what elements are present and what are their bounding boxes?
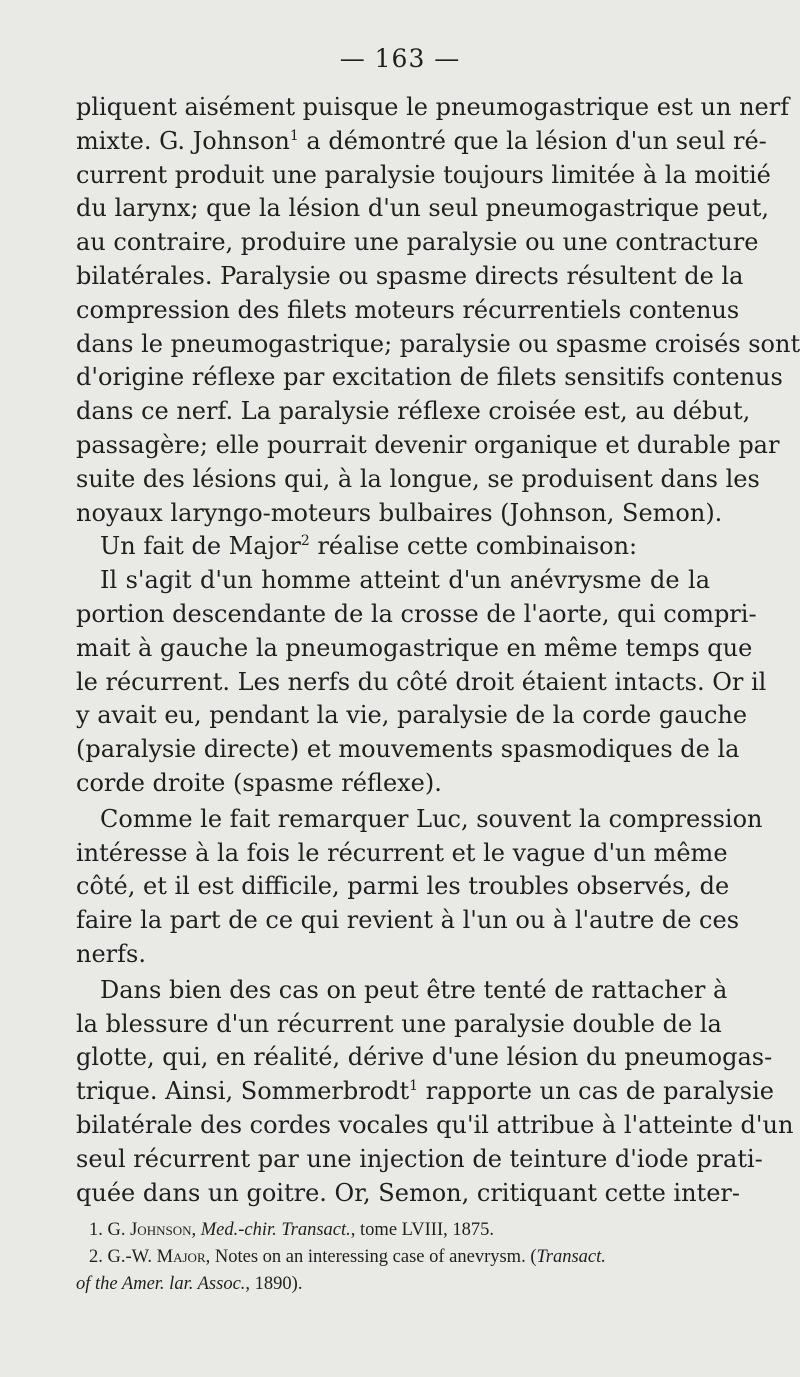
footnote-2: 2. G.-W. Major, Notes on an interessing case of anevrysm. (Transact. — [89, 1247, 606, 1267]
text-line: au contraire, produire une paralysie ou une contracture — [76, 228, 759, 257]
footnote-1: 1. G. Johnson, Med.-chir. Transact., tome LVIII, 1875. — [89, 1220, 494, 1240]
text-line: Dans bien des cas on peut être tenté de rattacher à — [100, 975, 728, 1004]
text-line: glotte, qui, en réalité, dérive d'une lésion du pneumogas- — [76, 1043, 773, 1072]
footnote-ref: 1 — [409, 1078, 419, 1095]
text-line: faire la part de ce qui revient à l'un ou à l'autre de ces — [76, 906, 740, 935]
text-line: Comme le fait remarquer Luc, souvent la compression — [100, 804, 763, 833]
text-line: pliquent aisément puisque le pneumogastrique est un nerf — [76, 93, 790, 121]
text-line: mixte. G. Johnson$^1$ a démontré que la lésion d'un seul ré- — [76, 126, 767, 155]
text-line: mait à gauche la pneumogastrique en même temps que — [76, 633, 753, 662]
text-line: portion descendante de la crosse de l'aorte, qui compri- — [76, 599, 757, 628]
text-line: nerfs. — [76, 939, 146, 968]
text-line: dans ce nerf. La paralysie réflexe croisée est, au début, — [76, 397, 751, 426]
text-line: seul récurrent par une injection de teinture d'iode prati- — [76, 1144, 763, 1173]
text-line: du larynx; que la lésion d'un seul pneumogastrique peut, — [76, 194, 770, 223]
footnotes — [76, 1217, 710, 1298]
text-line: d'origine réflexe par excitation de filets sensitifs contenus — [76, 363, 783, 392]
footnote-2-continued: of the Amer. lar. Assoc., 1890). — [76, 1274, 303, 1294]
text-line: bilatérale des cordes vocales qu'il attribue à l'atteinte d'un — [76, 1110, 794, 1139]
text-line: y avait eu, pendant la vie, paralysie de la corde gauche — [76, 701, 748, 730]
text-line: bilatérales. Paralysie ou spasme directs résultent de la — [76, 261, 744, 290]
text-line: suite des lésions qui, à la longue, se produisent dans les — [76, 464, 760, 493]
text-line: current produit une paralysie toujours limitée à la moitié — [76, 160, 771, 189]
text-line: trique. Ainsi, Sommerbrodt$^1$ rapporte un cas de paralysie — [76, 1077, 774, 1106]
footnote-ref: 1 — [289, 127, 299, 144]
text-line: noyaux laryngo-moteurs bulbaires (Johnson, Semon). — [76, 498, 723, 527]
footnote-ref: 2 — [300, 533, 310, 550]
text-line: la blessure d'un récurrent une paralysie double de la — [76, 1009, 722, 1038]
page-number: — 163 — — [339, 44, 461, 73]
text-line: Un fait de Major$^2$ réalise cette combinaison: — [100, 532, 638, 561]
text-line: corde droite (spasme réflexe). — [76, 768, 442, 797]
text-line: Il s'agit d'un homme atteint d'un anévrysme de la — [100, 566, 710, 595]
text-line: côté, et il est difficile, parmi les troubles observés, de — [76, 872, 730, 901]
text-line: dans le pneumogastrique; paralysie ou spasme croisés sont — [76, 329, 800, 358]
text-line: (paralysie directe) et mouvements spasmodiques de la — [76, 735, 740, 764]
body-text — [76, 91, 800, 1210]
text-line: le récurrent. Les nerfs du côté droit étaient intacts. Or il — [76, 667, 767, 696]
text-line: quée dans un goitre. Or, Semon, critiquant cette inter- — [76, 1178, 740, 1207]
text-line: passagère; elle pourrait devenir organique et durable par — [76, 430, 780, 459]
text-line: intéresse à la fois le récurrent et le vague d'un même — [76, 838, 728, 867]
text-line: compression des filets moteurs récurrentiels contenus — [76, 295, 740, 324]
